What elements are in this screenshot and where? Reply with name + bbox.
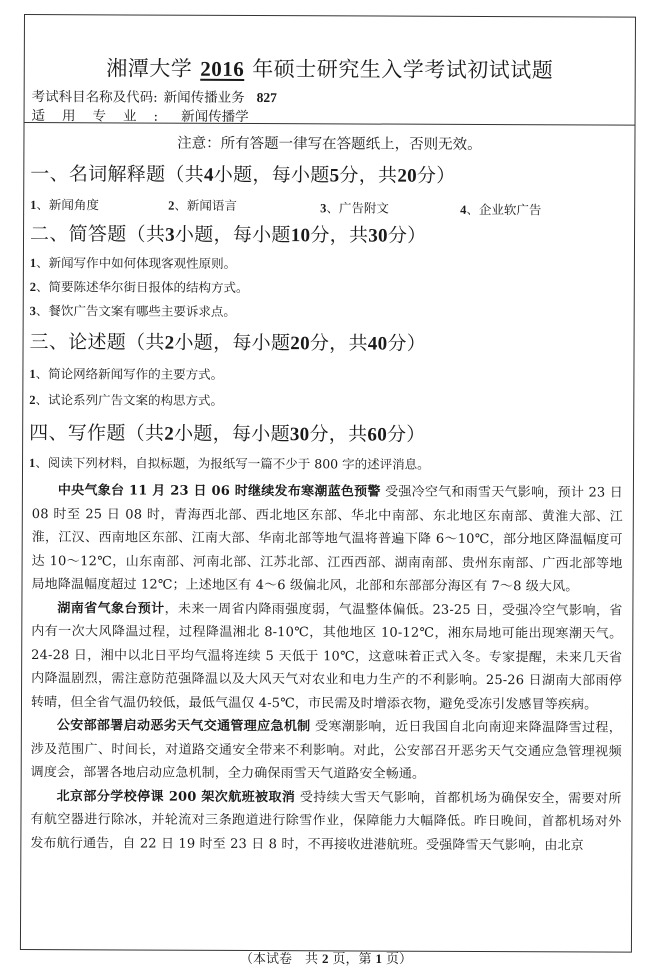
paragraph-body: ，未来一周省内降雨强度弱，气温整体偏低。23-25 日，受强冷空气影响，省内有一次大风降温过程，过程降温湘北 8-10℃，其他地区 10-12℃，湘东局地可能出现寒潮天气。24-28 日，湘中以北日平均气温将连续 5 天低于 10℃，这意味着正式入冬。专家提醒，未来几天省内降温剧烈，需注意防范强降温以及大风天气对农业和电力生产的不利影响。25-26 日湖南大部雨停转晴，但全省气温仍较低，最低气温仅 4-5℃，市民需及时增添衣物，避免受冻引发感冒等疾病。 (30, 601, 623, 713)
per-question-score: 20 (290, 333, 310, 355)
page-footer (0, 948, 652, 967)
question-item (30, 275, 634, 302)
exam-page-border (20, 14, 636, 953)
major-label: 适用专业: (31, 108, 176, 125)
heading-text: 三、论述题（共 (29, 331, 165, 354)
item-text: 、新闻语言 (174, 197, 237, 213)
exam-header (25, 15, 635, 126)
term-item (320, 194, 460, 217)
question-item (29, 361, 633, 390)
paragraph-lead: 北京部分学校停课 200 架次航班被取消 (56, 788, 296, 805)
item-number: 3 (29, 304, 36, 319)
paragraph-lead: 中央气象台 11 月 23 日 06 时继续发布寒潮蓝色预警 (57, 483, 381, 500)
item-text: 、企业软广告 (466, 201, 542, 218)
heading-text: 小题，每小题 (174, 331, 291, 355)
per-question-score: 30 (289, 424, 310, 446)
per-question-score: 10 (290, 225, 311, 247)
term-list (30, 191, 634, 220)
subject-label: 考试科目名称及代码: (31, 89, 158, 106)
heading-text: 分） (387, 224, 427, 247)
current-page: 1 (375, 951, 382, 966)
heading-text: 小题，每小题 (174, 223, 291, 247)
question-item (29, 451, 633, 478)
item-text: 、新闻角度 (36, 197, 99, 213)
term-item (30, 195, 140, 213)
item-number: 3 (320, 201, 327, 216)
section-total-score: 40 (367, 333, 388, 355)
major-row (32, 104, 249, 125)
footer-text: （本试卷 共 (239, 952, 318, 967)
heading-text: 分） (386, 423, 426, 446)
subject-row (32, 85, 277, 106)
item-number: 2 (29, 280, 37, 295)
section-total-score: 20 (397, 165, 417, 187)
heading-text: 分，共 (309, 423, 368, 446)
term-item (460, 194, 541, 218)
heading-text: 四、写作题（共 (29, 422, 165, 445)
item-number: 1 (29, 367, 36, 382)
footer-text: 页） (386, 952, 413, 967)
paragraph-body: 受强冷空气和雨雪天气影响，预计 23 日 08 时至 25 日 08 时，青海西北部、西北地区东部、华北中南部、东北地区东南部、黄淮大部、江淮，江汉、西南地区东部、江南大部、华南北部等地气温将普遍下降 6～10℃，部分地区降温幅度可达 10～12℃，山东南部、河南北部、江苏北部、江西西部、湖南南部、贵州东南部、广西北部等地局地降温幅度超过 12℃；上述地区有 4～6 级偏北风，北部和东部部分海区有 7～8 级大风。 (31, 484, 623, 595)
paragraph-lead: 公安部部署启动恶劣天气交通管理应急机制 (56, 718, 311, 735)
notice: 注意：所有答题一律写在答题纸上，否则无效。 (177, 135, 482, 153)
heading-text: 二、简答题（共 (29, 223, 166, 246)
item-text: 、新闻写作中如何体现客观性原则。 (36, 255, 237, 271)
question-count: 2 (164, 423, 175, 445)
exam-content (21, 123, 634, 858)
heading-text: 分，共 (310, 224, 369, 247)
section-heading-2 (30, 217, 634, 254)
paragraph-lead: 湖南省气象台预计 (57, 600, 165, 617)
question-item (30, 251, 634, 278)
paragraph-body: 受寒潮影响，近日我国自北向南迎来降温降雪过程，涉及范围广、时间长，对道路交通安全带来不利影响。对此，公安部召开恶劣天气交通应急管理视频调度会，部署各地启动应急机制，全力确保雨雪天气道路安全畅通。 (30, 719, 622, 782)
question-count: 3 (165, 224, 176, 246)
item-text: 、简要陈述华尔街日报体的结构方式。 (36, 279, 249, 295)
section-total-score: 60 (367, 424, 388, 446)
heading-text: 小题，每小题 (174, 422, 290, 446)
item-number: 1 (30, 198, 37, 213)
per-question-score: 5 (329, 165, 340, 187)
question-count: 4 (203, 164, 214, 186)
title-suffix: 年硕士研究生入学考试初试试题 (252, 56, 554, 83)
heading-text: 分，共 (309, 332, 368, 355)
section-heading-4 (29, 413, 633, 454)
heading-text: 分） (416, 164, 456, 187)
item-number: 1 (29, 256, 37, 271)
total-pages: 2 (321, 951, 329, 966)
item-text: 、餐饮广告文案有哪些主要诉求点。 (35, 303, 237, 319)
item-text: 、阅读下列材料，自拟标题，为报纸写一篇不少于 800 字的述评消息。 (35, 455, 430, 472)
heading-text: 一、名词解释题（共 (30, 163, 205, 186)
question-item (30, 299, 634, 326)
item-text: 、试论系列广告文案的构思方式。 (35, 392, 224, 408)
item-number: 2 (29, 393, 36, 408)
heading-text: 分） (387, 332, 427, 355)
item-number: 1 (29, 456, 36, 471)
item-number: 2 (168, 198, 175, 213)
heading-text: 分，共 (339, 164, 398, 187)
exam-title (25, 52, 635, 85)
paragraph-body: 受持续大雪天气影响，首都机场为确保安全，需要对所有航空器进行除冰，并轮流对三条跑道进行除雪作业，保障能力大幅降低。昨日晚间，首都机场对外发布航行通告，自 22 日 19 时至 23 日 8 时，不再接收进港航班。受强降雪天气影响，由北京 (30, 789, 622, 853)
university-name: 湘潭大学 (106, 56, 193, 81)
footer-text: 页，第 (332, 952, 372, 967)
material-paragraph (31, 597, 623, 717)
exam-year: 2016 (200, 56, 245, 81)
major-name: 新闻传播学 (181, 108, 249, 125)
subject-code: 827 (256, 90, 277, 106)
question-item (29, 387, 633, 416)
subject-name: 新闻传播业务 (163, 89, 245, 106)
item-text: 、广告附文 (326, 200, 389, 216)
section-total-score: 30 (368, 225, 388, 247)
question-count: 2 (164, 332, 175, 354)
term-item (168, 196, 310, 215)
material-paragraph (31, 714, 622, 787)
section-heading-3 (29, 323, 633, 364)
material-paragraph (30, 785, 621, 858)
section-heading-1 (30, 157, 634, 194)
item-text: 、简论网络新闻写作的主要方式。 (35, 366, 224, 382)
item-number: 4 (460, 202, 467, 217)
heading-text: 小题，每小题 (213, 163, 330, 187)
material-paragraph (31, 479, 623, 599)
